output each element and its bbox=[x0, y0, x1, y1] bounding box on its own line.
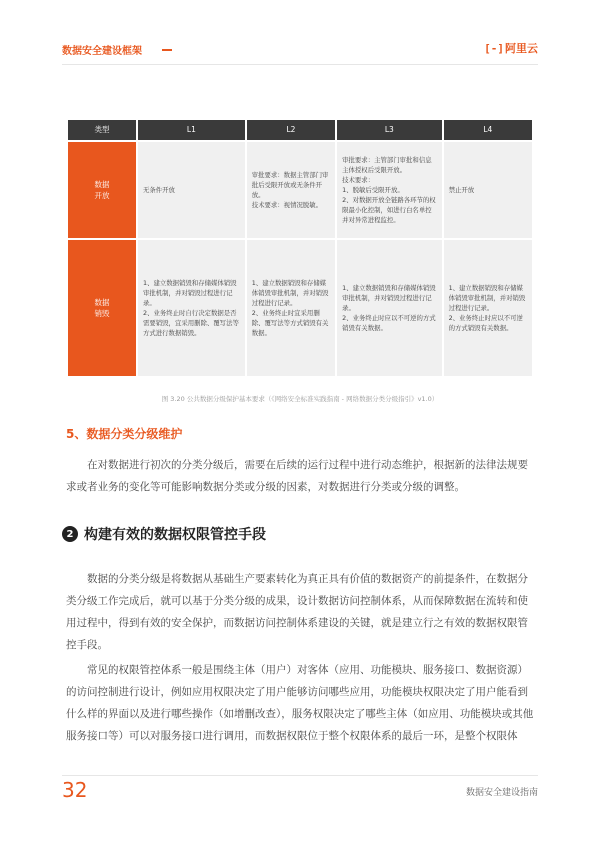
figure-caption: 图 3.20 公共数据分级保护基本要求（《网络安全标准实践指南 - 网络数据分类分级指引》v1.0） bbox=[161, 395, 439, 403]
table-row-open bbox=[68, 142, 532, 238]
row-label-open: 数据 开放 bbox=[68, 142, 136, 238]
header-divider bbox=[62, 64, 538, 65]
cell-destroy-l4: 1、建立数据销毁和存储媒体销毁审批机制，并对销毁过程进行记录。 2、业务终止时应以不可逆的方式销毁有关数据。 bbox=[444, 240, 532, 376]
cell-destroy-l2: 1、建立数据销毁和存储媒体销毁审批机制，并对销毁过程进行记录。 2、业务终止时宜采用删除、覆写法等方式销毁有关数据。 bbox=[247, 240, 335, 376]
footer-divider bbox=[62, 775, 538, 776]
col-header-l2: L2 bbox=[247, 120, 335, 140]
table-row-destroy bbox=[68, 240, 532, 376]
col-header-l3: L3 bbox=[337, 120, 441, 140]
col-header-type: 类型 bbox=[68, 120, 136, 140]
cell-open-l1: 无条件开放 bbox=[138, 142, 245, 238]
header-title: 数据安全建设框架 bbox=[62, 46, 142, 57]
logo-text: 阿里云 bbox=[505, 42, 538, 55]
table-header-row bbox=[68, 120, 532, 140]
col-header-l4: L4 bbox=[444, 120, 532, 140]
cell-open-l3: 审批要求：主管部门审批和信息主体授权后受限开放。 技术要求： 1、脱敏后受限开放。 2、对数据开放全链路各环节的权限最小化控制，如进行白名单控并对异常进程监控。 bbox=[337, 142, 441, 238]
page-header bbox=[62, 40, 538, 60]
section-number-badge: 2 bbox=[62, 526, 78, 542]
protection-table bbox=[66, 118, 534, 378]
section-paragraph-2: 常见的权限管控体系一般是围绕主体（用户）对客体（应用、功能模块、服务接口、数据资源）的访问控制进行设计，例如应用权限决定了用户能够访问哪些应用，功能模块权限决定了用户能看到什么样的界面以及进行哪些操作（如增删改查），服务权限决定了哪些主体（如应用、功能模块或其他服务接口等）可以对服务接口进行调用，而数据权限位于整个权限体系的最后一环，是整个权限体 bbox=[66, 664, 534, 742]
footer-doc-title: 数据安全建设指南 bbox=[465, 788, 538, 798]
col-header-l1: L1 bbox=[138, 120, 245, 140]
cell-destroy-l1: 1、建立数据销毁和存储媒体销毁审批机制，并对销毁过程进行记录。 2、业务终止时自行决定数据是否需要销毁，宜采用删除、覆写法等方式进行数据销毁。 bbox=[138, 240, 245, 376]
header-accent-bar bbox=[162, 49, 172, 51]
cell-open-l2: 审批要求：数据主管部门审批后受限开放或无条件开放。 技术要求：视情况脱敏。 bbox=[247, 142, 335, 238]
logo-mark-icon: [-] bbox=[484, 41, 504, 55]
cell-open-l4: 禁止开放 bbox=[444, 142, 532, 238]
subsection-heading: 5、数据分类分级维护 bbox=[66, 427, 183, 441]
page-number: 32 bbox=[62, 778, 88, 802]
subsection-paragraph: 在对数据进行初次的分类分级后，需要在后续的运行过程中进行动态维护，根据新的法律法规要求或者业务的变化等可能影响数据分类或分级的因素，对数据进行分类或分级的调整。 bbox=[66, 459, 528, 493]
cell-destroy-l3: 1、建立数据销毁和存储媒体销毁审批机制，并对销毁过程进行记录。 2、业务终止时应以不可逆的方式销毁有关数据。 bbox=[337, 240, 441, 376]
section-heading bbox=[62, 524, 266, 544]
section-title: 构建有效的数据权限管控手段 bbox=[84, 527, 266, 543]
section-paragraph-1: 数据的分类分级是将数据从基础生产要素转化为真正具有价值的数据资产的前提条件，在数据分类分级工作完成后，就可以基于分类分级的成果，设计数据访问控制体系，从而保障数据在流转和使用过程中，得到有效的安全保护，而数据访问控制体系建设的关键，就是建立行之有效的数据权限管控手段。 bbox=[66, 573, 528, 651]
aliyun-logo bbox=[484, 40, 538, 56]
row-label-destroy: 数据 销毁 bbox=[68, 240, 136, 376]
